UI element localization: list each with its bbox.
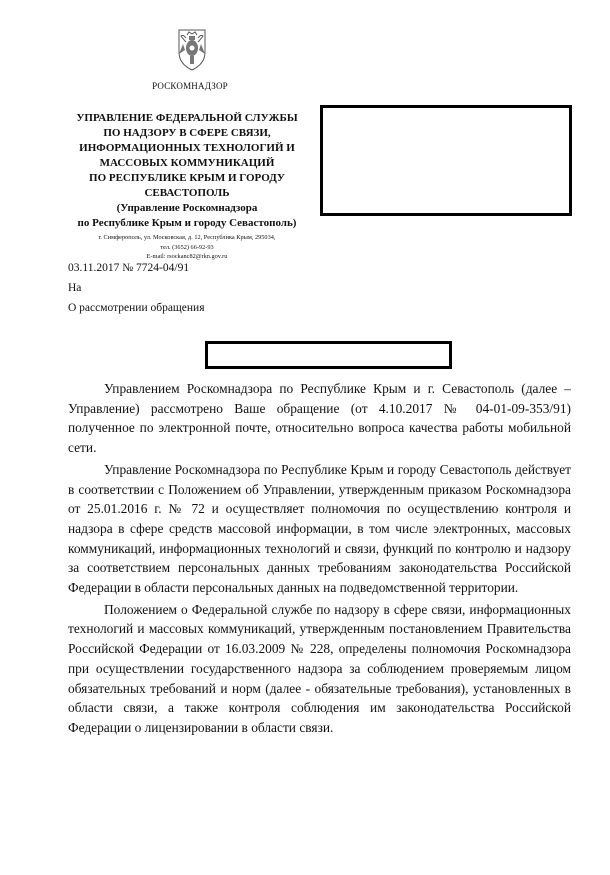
agency-line: СЕВАСТОПОЛЬ bbox=[144, 187, 230, 199]
phone-line: тел. (3652) 66-92-93 bbox=[160, 243, 214, 251]
agency-line: ПО НАДЗОРУ В СФЕРЕ СВЯЗИ, bbox=[103, 127, 271, 139]
document-subject: О рассмотрении обращения bbox=[68, 302, 205, 314]
agency-address bbox=[62, 233, 312, 262]
body-paragraph: Управлением Роскомнадзора по Республике Крым и г. Севастополь (далее – Управление) рассмотрено Ваше обращение (от 4.10.2017 № 04-01-09-353/91) полученное по электронной почте, относительно вопроса качества работы мобильной сети. bbox=[68, 381, 571, 456]
coat-of-arms-icon bbox=[175, 26, 209, 72]
body-paragraph: Управление Роскомнадзора по Республике Крым и городу Севастополь действует в соответствии с Положением об Управлении, утвержденным приказом Роскомнадзора от 25.01.2016 г. № 72 и осуществляет полномочия по осуществлению контроля и надзора в сфере средств массовой информации, в том числе электронных, массовых коммуникаций, информационных технологий и связи, функций по контролю и надзору за соответствием персональных данных требованиям законодательства Российской Федерации в области персональных данных на подведомственной территории. bbox=[68, 461, 571, 596]
letter-body bbox=[68, 379, 571, 740]
agency-line: ИНФОРМАЦИОННЫХ ТЕХНОЛОГИЙ И bbox=[79, 142, 295, 154]
email-line: E-mail: rsockanc82@rkn.gov.ru bbox=[146, 253, 228, 260]
address-line: г. Симферополь, ул. Московская, д. 12, Республика Крым, 295034, bbox=[98, 234, 276, 241]
agency-line: ПО РЕСПУБЛИКЕ КРЫМ И ГОРОДУ bbox=[89, 172, 285, 184]
agency-name-block bbox=[62, 111, 312, 231]
agency-short-name: по Республике Крым и городу Севастополь) bbox=[77, 217, 297, 229]
agency-line: УПРАВЛЕНИЕ ФЕДЕРАЛЬНОЙ СЛУЖБЫ bbox=[76, 112, 298, 124]
agency-short-name: (Управление Роскомнадзора bbox=[116, 202, 258, 214]
document-date-number: 03.11.2017 № 7724-04/91 bbox=[68, 262, 190, 274]
redacted-salutation-box bbox=[205, 341, 452, 369]
body-paragraph: Положением о Федеральной службе по надзору в сфере связи, информационных технологий и массовых коммуникаций, утвержденным постановлением Правительства Российской Федерации от 16.03.2009 № 228, определены полномочия Роскомнадзора при осуществлении государственного надзора за соблюдением проверяемым лицом обязательных требований и норм (далее - обязательные требования), установленных в области связи, а также контроля соблюдения им законодательства Российской Федерации о лицензировании в области связи. bbox=[68, 601, 571, 735]
reply-to-reference: На bbox=[68, 282, 82, 294]
redacted-recipient-box bbox=[320, 105, 572, 216]
brand-name: РОСКОМНАДЗОР bbox=[152, 81, 228, 91]
agency-line: МАССОВЫХ КОММУНИКАЦИЙ bbox=[99, 157, 275, 169]
